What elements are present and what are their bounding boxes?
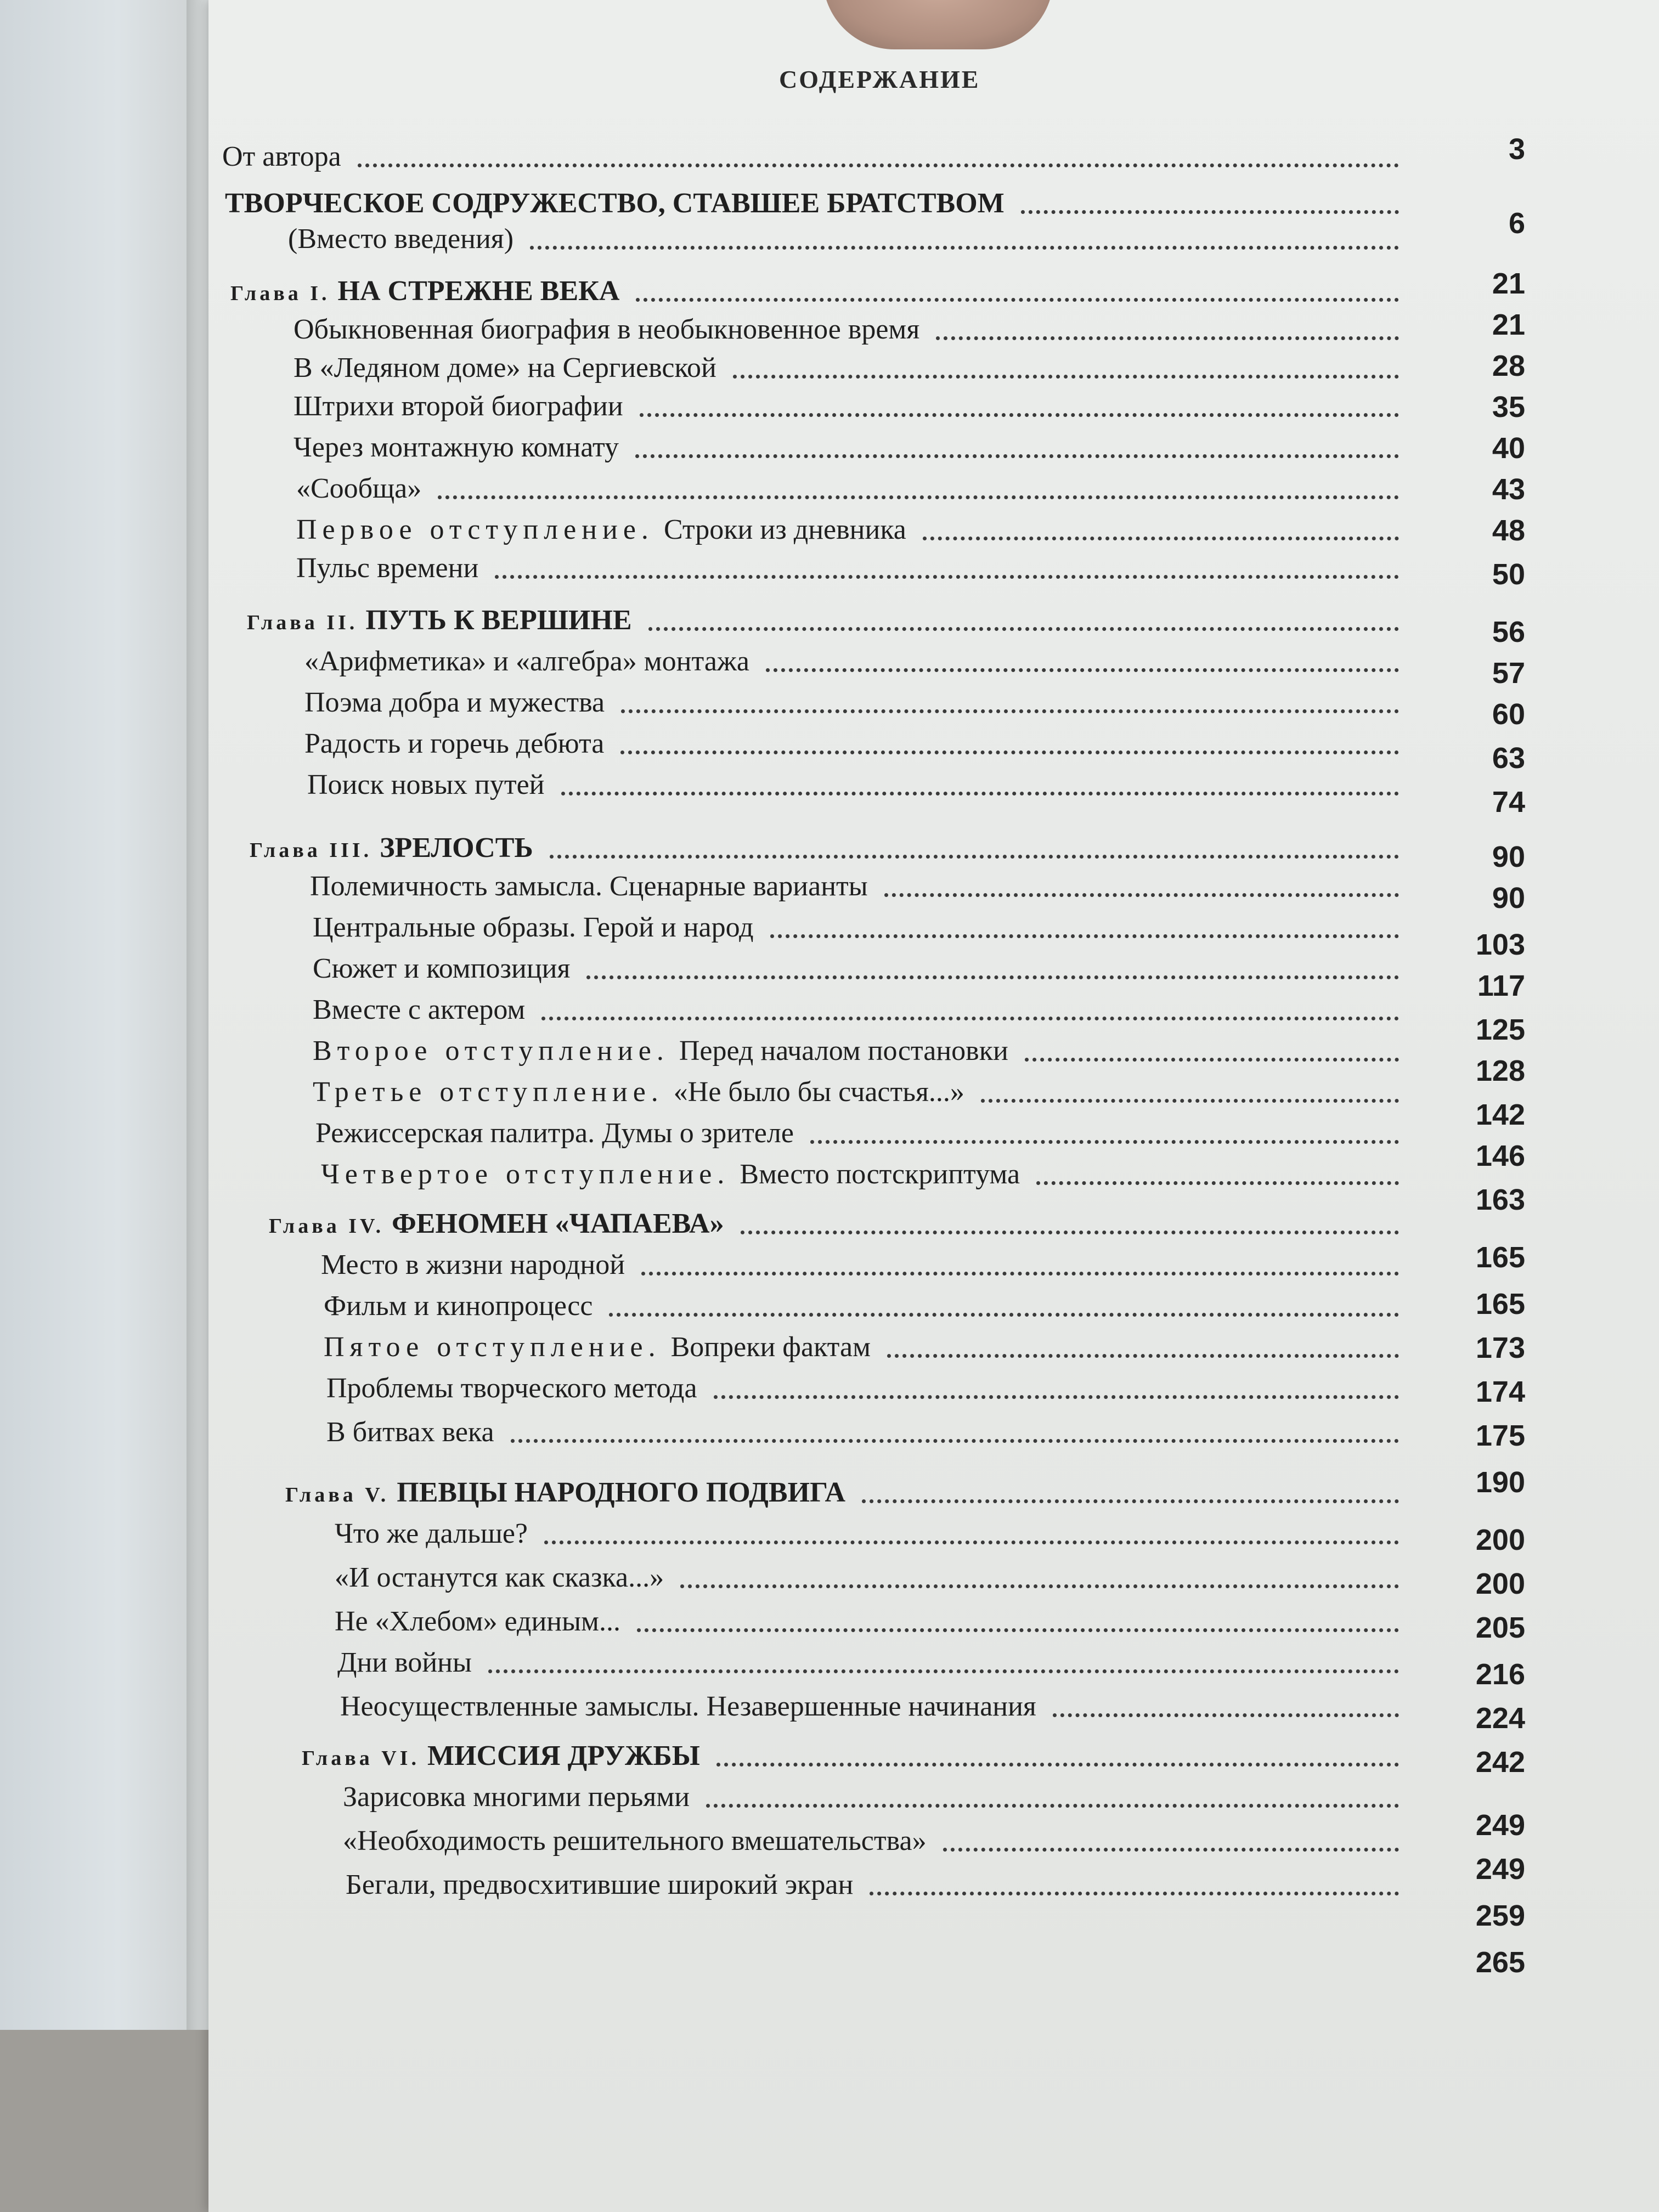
leader-dots <box>706 1798 1399 1808</box>
page-number: 90 <box>1492 840 1525 873</box>
leader-dots <box>544 1535 1399 1544</box>
leader-dots <box>511 1434 1399 1443</box>
leader-dots <box>636 292 1399 302</box>
page-number: 35 <box>1492 391 1525 424</box>
leader-dots <box>887 1348 1399 1358</box>
chapter-number: Глава V. <box>285 1483 390 1506</box>
entry-title: Дни войны <box>337 1647 472 1678</box>
finger-holding-page <box>823 0 1053 49</box>
toc-entry <box>307 771 545 799</box>
toc-entry <box>335 1607 620 1636</box>
toc-entry <box>313 1078 964 1107</box>
entry-title: Радость и горечь дебюта <box>304 728 605 759</box>
toc-entry <box>321 1251 625 1279</box>
left-book-page <box>0 0 198 2212</box>
toc-entry <box>304 730 604 758</box>
leader-dots <box>621 704 1399 713</box>
page-number: 142 <box>1475 1098 1525 1131</box>
toc-entry <box>296 516 906 544</box>
entry-title: «Сообща» <box>296 473 422 504</box>
entry-title: «И останутся как сказка...» <box>335 1562 664 1593</box>
entry-title: Обыкновенная биография в необыкновенное время <box>294 314 920 345</box>
toc-entry <box>346 1871 853 1899</box>
entry-title: Штрихи второй биографии <box>294 391 623 422</box>
page-number: 174 <box>1475 1375 1525 1408</box>
leader-dots <box>716 1757 1399 1767</box>
entry-title: В битвах века <box>326 1417 494 1448</box>
leader-dots <box>620 745 1399 754</box>
leader-dots <box>1025 1052 1399 1062</box>
entry-title: НА СТРЕЖНЕ ВЕКА <box>337 275 620 307</box>
entry-title: Пульс времени <box>296 552 479 584</box>
entry-title: От автора <box>222 141 341 172</box>
chapter-number: Глава IV. <box>269 1215 385 1238</box>
leader-dots <box>488 1664 1399 1673</box>
page-number: 74 <box>1492 786 1525 819</box>
page-number: 43 <box>1492 473 1525 506</box>
toc-entry <box>225 189 1005 218</box>
leader-dots <box>635 449 1399 458</box>
page-number: 265 <box>1475 1946 1525 1979</box>
toc-chapter <box>269 1210 724 1238</box>
digression-label: Пятое отступление. <box>324 1331 661 1363</box>
toc-entry <box>335 1564 664 1592</box>
entry-title: Полемичность замысла. Сценарные варианты <box>310 871 868 902</box>
toc-chapter <box>285 1479 845 1507</box>
toc-entry <box>222 143 341 171</box>
toc-entry <box>310 872 868 901</box>
leader-dots <box>358 158 1399 167</box>
toc-entry <box>294 354 716 382</box>
digression-label: Третье отступление. <box>313 1076 664 1108</box>
entry-title: ПУТЬ К ВЕРШИНЕ <box>365 605 632 636</box>
page-number: 146 <box>1475 1139 1525 1172</box>
page-number: 249 <box>1475 1809 1525 1842</box>
entry-title: Неосуществленные замыслы. Незавершенные начинания <box>340 1691 1036 1722</box>
page-number: 117 <box>1477 969 1525 1002</box>
entry-title: Через монтажную комнату <box>294 432 619 463</box>
leader-dots <box>870 1886 1399 1895</box>
leader-dots <box>561 786 1399 795</box>
entry-title: Место в жизни народной <box>321 1249 625 1280</box>
page-number: 163 <box>1475 1183 1525 1216</box>
toc-entry <box>340 1692 1036 1721</box>
entry-title: В «Ледяном доме» на Сергиевской <box>294 352 716 383</box>
page-number: 21 <box>1492 267 1525 300</box>
toc-entry <box>313 913 754 942</box>
entry-title: Вместо постскриптума <box>740 1159 1020 1190</box>
page-number: 63 <box>1492 742 1525 775</box>
page-number: 205 <box>1475 1611 1525 1644</box>
leader-dots <box>1021 205 1399 214</box>
toc-entry <box>343 1827 927 1855</box>
entry-title: Сюжет и композиция <box>313 953 571 984</box>
page-number: 224 <box>1475 1702 1525 1735</box>
leader-dots <box>884 888 1399 897</box>
page-number: 173 <box>1475 1331 1525 1364</box>
entry-title: МИССИЯ ДРУЖБЫ <box>427 1740 700 1771</box>
chapter-number: Глава VI. <box>302 1747 420 1770</box>
page-number: 190 <box>1475 1466 1525 1499</box>
leader-dots <box>943 1842 1399 1852</box>
page-number: 103 <box>1475 928 1525 961</box>
toc-entry <box>321 1160 1020 1189</box>
entry-title: ПЕВЦЫ НАРОДНОГО ПОДВИГА <box>397 1477 846 1508</box>
digression-label: Четвертое отступление. <box>321 1159 730 1190</box>
toc-entry <box>335 1520 528 1548</box>
leader-dots <box>1036 1176 1399 1185</box>
leader-dots <box>438 490 1399 499</box>
leader-dots <box>586 970 1399 979</box>
entry-title: Вместе с актером <box>313 994 526 1025</box>
leader-dots <box>641 1266 1399 1276</box>
page-title: СОДЕРЖАНИЕ <box>779 65 980 93</box>
chapter-number: Глава III. <box>250 839 373 862</box>
entry-title: Перед началом постановки <box>679 1035 1008 1066</box>
toc-entry <box>296 554 478 583</box>
page-number: 128 <box>1475 1054 1525 1087</box>
page-number: 242 <box>1475 1746 1525 1779</box>
page-number: 28 <box>1492 349 1525 382</box>
leader-dots <box>981 1093 1399 1103</box>
toc-chapter <box>247 606 632 635</box>
digression-label: Второе отступление. <box>313 1035 669 1066</box>
page-number: 249 <box>1475 1853 1525 1886</box>
page-number: 40 <box>1492 432 1525 465</box>
entry-title: Вопреки фактам <box>670 1331 871 1363</box>
page-number: 60 <box>1492 698 1525 731</box>
entry-title: Центральные образы. Герой и народ <box>313 912 754 943</box>
entry-title: «Не было бы счастья...» <box>673 1076 964 1108</box>
digression-label: Первое отступление. <box>296 514 654 545</box>
leader-dots <box>637 1623 1399 1632</box>
toc-entry <box>326 1374 697 1403</box>
page-number: 175 <box>1475 1419 1525 1452</box>
entry-title: «Арифметика» и «алгебра» монтажа <box>304 646 749 677</box>
leader-dots <box>680 1579 1399 1588</box>
toc-chapter <box>302 1742 700 1770</box>
leader-dots <box>640 408 1399 417</box>
page-number: 48 <box>1492 514 1525 547</box>
page-number: 165 <box>1475 1241 1525 1274</box>
entry-title: Бегали, предвосхитившие широкий экран <box>346 1869 854 1900</box>
leader-dots <box>648 622 1399 631</box>
entry-title: (Вместо введения) <box>288 223 514 255</box>
chapter-number: Глава II. <box>247 611 358 634</box>
page-number: 200 <box>1475 1523 1525 1556</box>
entry-title: Режиссерская палитра. Думы о зрителе <box>315 1118 794 1149</box>
leader-dots <box>810 1135 1399 1144</box>
leader-dots <box>862 1494 1399 1503</box>
leader-dots <box>550 849 1399 859</box>
toc-entry <box>315 1119 794 1148</box>
leader-dots <box>770 929 1399 938</box>
page-number: 56 <box>1492 616 1525 648</box>
leader-dots <box>766 663 1399 672</box>
page-number: 50 <box>1492 558 1525 591</box>
leader-dots <box>609 1307 1399 1317</box>
page-number: 125 <box>1475 1013 1525 1046</box>
leader-dots <box>923 531 1399 540</box>
toc-entry <box>313 996 525 1024</box>
page-number: 21 <box>1492 308 1525 341</box>
entry-title: Зарисовка многими перьями <box>343 1781 690 1813</box>
toc-entry <box>294 315 919 344</box>
leader-dots <box>714 1390 1399 1399</box>
toc-entry <box>288 225 514 253</box>
entry-title: Поиск новых путей <box>307 769 545 800</box>
entry-title: «Необходимость решительного вмешательства» <box>343 1825 927 1857</box>
page-number: 165 <box>1475 1288 1525 1321</box>
toc-entry <box>296 475 421 503</box>
chapter-number: Глава I. <box>230 282 330 305</box>
toc-chapter <box>250 834 533 862</box>
entry-title: Поэма добра и мужества <box>304 687 605 718</box>
entry-title: ЗРЕЛОСТЬ <box>380 832 533 864</box>
page-number: 200 <box>1475 1567 1525 1600</box>
leader-dots <box>541 1011 1399 1020</box>
toc-entry <box>326 1418 494 1447</box>
leader-dots <box>733 369 1399 379</box>
entry-title: Строки из дневника <box>663 514 906 545</box>
toc-entry <box>294 392 623 421</box>
toc-entry <box>343 1783 690 1812</box>
page-number: 216 <box>1475 1658 1525 1691</box>
contents-page <box>208 0 1659 2212</box>
toc-entry <box>324 1333 871 1362</box>
leader-dots <box>936 331 1399 340</box>
leader-dots <box>1053 1708 1399 1717</box>
entry-title: ФЕНОМЕН «ЧАПАЕВА» <box>392 1208 724 1239</box>
entry-title: Проблемы творческого метода <box>326 1373 697 1404</box>
leader-dots <box>530 240 1399 250</box>
entry-title: Что же дальше? <box>335 1518 528 1549</box>
toc-entry <box>294 433 619 462</box>
entry-title: Фильм и кинопроцесс <box>324 1290 593 1322</box>
page-number: 3 <box>1508 133 1525 166</box>
toc-chapter <box>230 277 619 306</box>
toc-entry <box>313 1037 1008 1065</box>
page-number: 6 <box>1508 207 1525 240</box>
leader-dots <box>495 569 1399 579</box>
entry-title: Не «Хлебом» единым... <box>335 1606 620 1637</box>
toc-entry <box>304 689 605 717</box>
toc-entry <box>304 647 749 676</box>
toc-entry <box>313 955 570 983</box>
page-number: 57 <box>1492 657 1525 690</box>
page-number: 259 <box>1475 1899 1525 1932</box>
toc-entry <box>324 1292 592 1321</box>
page-number: 90 <box>1492 882 1525 915</box>
entry-title: ТВОРЧЕСКОЕ СОДРУЖЕСТВО, СТАВШЕЕ БРАТСТВОМ <box>225 188 1005 219</box>
leader-dots <box>741 1225 1399 1234</box>
toc-entry <box>337 1649 472 1677</box>
